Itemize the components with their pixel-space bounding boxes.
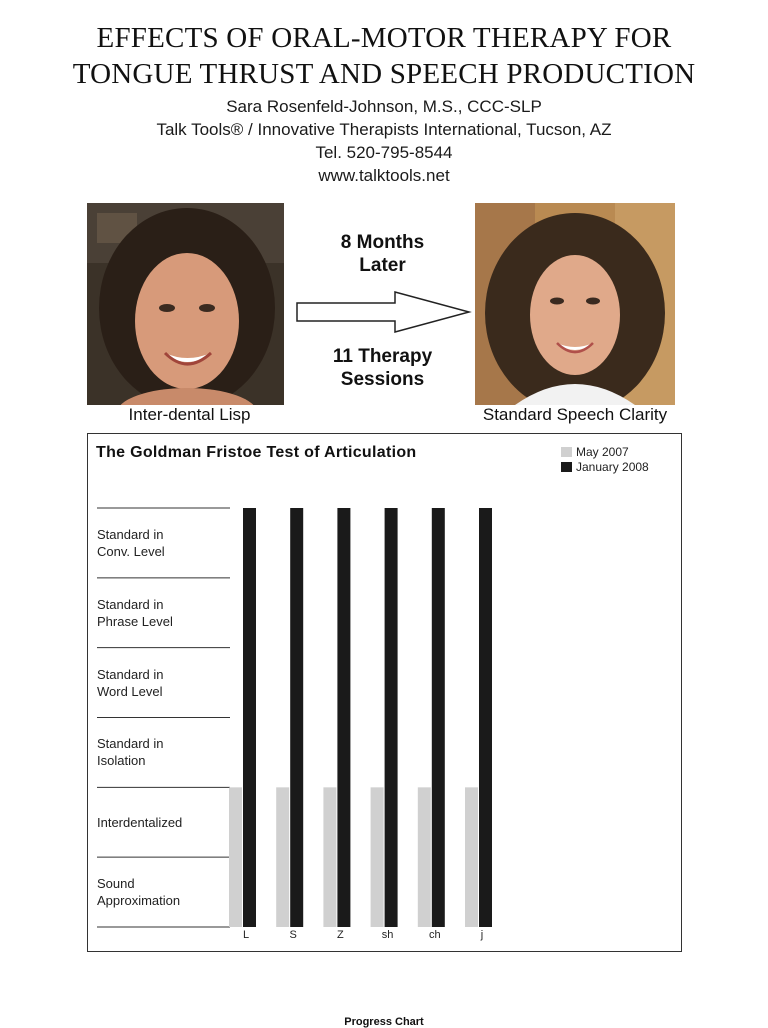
duration-line-1: 8 Months: [340, 232, 425, 253]
bar-L-may-2007: [229, 787, 242, 927]
duration-line-2: Later: [359, 255, 406, 276]
bar-Z-january-2008: [337, 508, 350, 927]
organization: Talk Tools® / Innovative Therapists International, Tucson, AZ: [156, 120, 612, 139]
level-label: Standard in Phrase Level: [97, 596, 173, 629]
before-caption: Inter-dental Lisp: [128, 405, 251, 424]
sessions-line-2: Sessions: [340, 369, 425, 390]
bar-sh-may-2007: [371, 787, 384, 927]
bar-ch-may-2007: [418, 787, 431, 927]
level-label: Standard in Conv. Level: [97, 526, 165, 559]
x-tick-label: sh: [381, 929, 394, 941]
title-line-1: EFFECTS OF ORAL-MOTOR THERAPY FOR: [96, 22, 672, 54]
title-line-2: TONGUE THRUST AND SPEECH PRODUCTION: [72, 58, 696, 90]
bar-j-may-2007: [465, 787, 478, 927]
legend-label-may-2007: May 2007: [576, 445, 629, 459]
level-label: Standard in Isolation: [97, 736, 164, 769]
chart-title: The Goldman Fristoe Test of Articulation: [96, 444, 417, 461]
x-tick-label: Z: [337, 929, 344, 941]
bar-S-may-2007: [276, 787, 289, 927]
bar-S-january-2008: [290, 508, 303, 927]
author: Sara Rosenfeld-Johnson, M.S., CCC-SLP: [226, 97, 542, 116]
level-label: Standard in Word Level: [97, 666, 164, 699]
bar-L-january-2008: [243, 508, 256, 927]
after-caption: Standard Speech Clarity: [482, 405, 668, 424]
x-tick-label: ch: [428, 929, 441, 941]
level-label: Interdentalized: [97, 814, 183, 830]
bar-sh-january-2008: [385, 508, 398, 927]
bar-j-january-2008: [479, 508, 492, 927]
level-label: Sound Approximation: [97, 876, 181, 909]
sessions-line-1: 11 Therapy: [332, 346, 433, 367]
x-tick-label: j: [480, 929, 484, 941]
legend-label-january-2008: January 2008: [576, 460, 649, 474]
x-tick-label: L: [242, 929, 250, 941]
x-tick-label: S: [289, 929, 297, 941]
phone: Tel. 520-795-8544: [315, 143, 453, 162]
bar-Z-may-2007: [323, 787, 336, 927]
bar-ch-january-2008: [432, 508, 445, 927]
website: www.talktools.net: [318, 166, 450, 185]
footer-caption: Progress Chart: [344, 1016, 424, 1028]
